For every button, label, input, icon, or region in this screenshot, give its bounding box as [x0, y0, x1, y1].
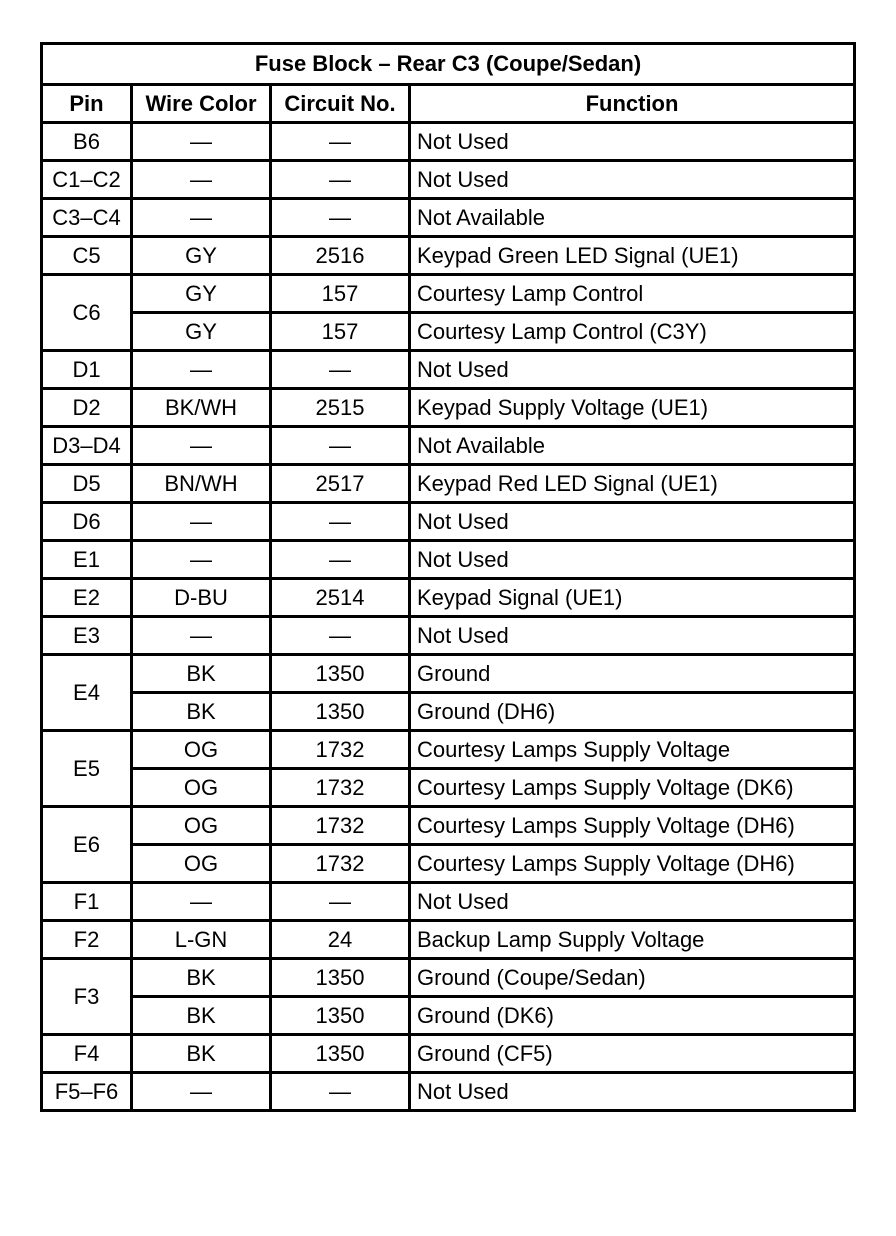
- table-row: [42, 883, 855, 921]
- wire-color-cell: BK/WH: [132, 389, 271, 427]
- table-row: [42, 655, 855, 693]
- wire-color-cell: BN/WH: [132, 465, 271, 503]
- table-row: [42, 579, 855, 617]
- circuit-no-cell: —: [271, 883, 410, 921]
- function-cell: Not Used: [410, 351, 855, 389]
- wire-color-cell: OG: [132, 769, 271, 807]
- function-cell: Ground (CF5): [410, 1035, 855, 1073]
- circuit-no-cell: 1732: [271, 845, 410, 883]
- function-cell: Ground (DH6): [410, 693, 855, 731]
- table-row: [42, 959, 855, 997]
- table-body: [42, 123, 855, 1111]
- circuit-no-cell: —: [271, 1073, 410, 1111]
- table-row: [42, 503, 855, 541]
- circuit-no-cell: 1350: [271, 959, 410, 997]
- wire-color-cell: D-BU: [132, 579, 271, 617]
- function-cell: Courtesy Lamp Control: [410, 275, 855, 313]
- function-cell: Keypad Supply Voltage (UE1): [410, 389, 855, 427]
- function-cell: Ground (Coupe/Sedan): [410, 959, 855, 997]
- function-cell: Not Available: [410, 199, 855, 237]
- wire-color-cell: OG: [132, 845, 271, 883]
- circuit-no-cell: 1350: [271, 655, 410, 693]
- circuit-no-cell: —: [271, 541, 410, 579]
- table-row: [42, 1073, 855, 1111]
- circuit-no-cell: —: [271, 161, 410, 199]
- wire-color-cell: —: [132, 427, 271, 465]
- connector-pinout-table: [40, 42, 856, 1112]
- circuit-no-cell: 157: [271, 313, 410, 351]
- table-row: [42, 123, 855, 161]
- table-title: Fuse Block – Rear C3 (Coupe/Sedan): [42, 44, 855, 85]
- header-circuit-no: Circuit No.: [271, 85, 410, 123]
- pin-cell: D5: [42, 465, 132, 503]
- circuit-no-cell: 2517: [271, 465, 410, 503]
- circuit-no-cell: 1732: [271, 769, 410, 807]
- pin-cell: F4: [42, 1035, 132, 1073]
- wire-color-cell: —: [132, 161, 271, 199]
- header-pin: Pin: [42, 85, 132, 123]
- function-cell: Ground: [410, 655, 855, 693]
- function-cell: Not Used: [410, 123, 855, 161]
- table-header-row: [42, 85, 855, 123]
- function-cell: Not Used: [410, 883, 855, 921]
- pin-cell: F1: [42, 883, 132, 921]
- table-row: [42, 199, 855, 237]
- wire-color-cell: BK: [132, 655, 271, 693]
- pin-cell: F2: [42, 921, 132, 959]
- table-row: [42, 807, 855, 845]
- circuit-no-cell: —: [271, 427, 410, 465]
- table-row: [42, 693, 855, 731]
- wire-color-cell: BK: [132, 1035, 271, 1073]
- circuit-no-cell: —: [271, 617, 410, 655]
- circuit-no-cell: 1732: [271, 807, 410, 845]
- circuit-no-cell: 1350: [271, 693, 410, 731]
- pin-cell: E3: [42, 617, 132, 655]
- header-wire-color: Wire Color: [132, 85, 271, 123]
- circuit-no-cell: 157: [271, 275, 410, 313]
- table-row: [42, 541, 855, 579]
- table-row: [42, 617, 855, 655]
- wire-color-cell: —: [132, 1073, 271, 1111]
- circuit-no-cell: 2514: [271, 579, 410, 617]
- circuit-no-cell: 1350: [271, 997, 410, 1035]
- circuit-no-cell: —: [271, 199, 410, 237]
- pin-cell: C5: [42, 237, 132, 275]
- function-cell: Courtesy Lamps Supply Voltage (DH6): [410, 807, 855, 845]
- table-row: [42, 1035, 855, 1073]
- wire-color-cell: GY: [132, 313, 271, 351]
- table-row: [42, 389, 855, 427]
- pin-cell: F3: [42, 959, 132, 1035]
- table-row: [42, 351, 855, 389]
- function-cell: Keypad Red LED Signal (UE1): [410, 465, 855, 503]
- function-cell: Not Used: [410, 617, 855, 655]
- wire-color-cell: L-GN: [132, 921, 271, 959]
- pin-cell: F5–F6: [42, 1073, 132, 1111]
- circuit-no-cell: 24: [271, 921, 410, 959]
- wire-color-cell: BK: [132, 693, 271, 731]
- function-cell: Courtesy Lamp Control (C3Y): [410, 313, 855, 351]
- function-cell: Courtesy Lamps Supply Voltage (DH6): [410, 845, 855, 883]
- function-cell: Courtesy Lamps Supply Voltage (DK6): [410, 769, 855, 807]
- pin-cell: E1: [42, 541, 132, 579]
- wire-color-cell: —: [132, 199, 271, 237]
- pin-cell: C3–C4: [42, 199, 132, 237]
- circuit-no-cell: 2515: [271, 389, 410, 427]
- pin-cell: D3–D4: [42, 427, 132, 465]
- wire-color-cell: —: [132, 123, 271, 161]
- pin-cell: D1: [42, 351, 132, 389]
- wire-color-cell: BK: [132, 959, 271, 997]
- pin-cell: E4: [42, 655, 132, 731]
- table-row: [42, 731, 855, 769]
- wire-color-cell: BK: [132, 997, 271, 1035]
- function-cell: Not Used: [410, 503, 855, 541]
- wire-color-cell: GY: [132, 275, 271, 313]
- table-row: [42, 237, 855, 275]
- function-cell: Not Available: [410, 427, 855, 465]
- table-row: [42, 161, 855, 199]
- function-cell: Not Used: [410, 1073, 855, 1111]
- pin-cell: C6: [42, 275, 132, 351]
- function-cell: Not Used: [410, 541, 855, 579]
- wire-color-cell: —: [132, 617, 271, 655]
- connector-table-wrapper: [40, 42, 853, 1112]
- circuit-no-cell: 2516: [271, 237, 410, 275]
- wire-color-cell: —: [132, 503, 271, 541]
- pin-cell: C1–C2: [42, 161, 132, 199]
- table-row: [42, 845, 855, 883]
- pin-cell: E6: [42, 807, 132, 883]
- wire-color-cell: —: [132, 351, 271, 389]
- circuit-no-cell: 1732: [271, 731, 410, 769]
- wire-color-cell: —: [132, 541, 271, 579]
- circuit-no-cell: —: [271, 123, 410, 161]
- table-row: [42, 921, 855, 959]
- wire-color-cell: OG: [132, 731, 271, 769]
- pin-cell: D6: [42, 503, 132, 541]
- table-row: [42, 997, 855, 1035]
- header-function: Function: [410, 85, 855, 123]
- wire-color-cell: —: [132, 883, 271, 921]
- table-row: [42, 465, 855, 503]
- function-cell: Keypad Green LED Signal (UE1): [410, 237, 855, 275]
- pin-cell: D2: [42, 389, 132, 427]
- table-row: [42, 427, 855, 465]
- function-cell: Backup Lamp Supply Voltage: [410, 921, 855, 959]
- table-title-row: [42, 44, 855, 85]
- function-cell: Not Used: [410, 161, 855, 199]
- function-cell: Ground (DK6): [410, 997, 855, 1035]
- table-row: [42, 769, 855, 807]
- circuit-no-cell: 1350: [271, 1035, 410, 1073]
- circuit-no-cell: —: [271, 503, 410, 541]
- table-row: [42, 275, 855, 313]
- table-row: [42, 313, 855, 351]
- function-cell: Keypad Signal (UE1): [410, 579, 855, 617]
- function-cell: Courtesy Lamps Supply Voltage: [410, 731, 855, 769]
- wire-color-cell: OG: [132, 807, 271, 845]
- circuit-no-cell: —: [271, 351, 410, 389]
- pin-cell: E5: [42, 731, 132, 807]
- pin-cell: E2: [42, 579, 132, 617]
- pin-cell: B6: [42, 123, 132, 161]
- wire-color-cell: GY: [132, 237, 271, 275]
